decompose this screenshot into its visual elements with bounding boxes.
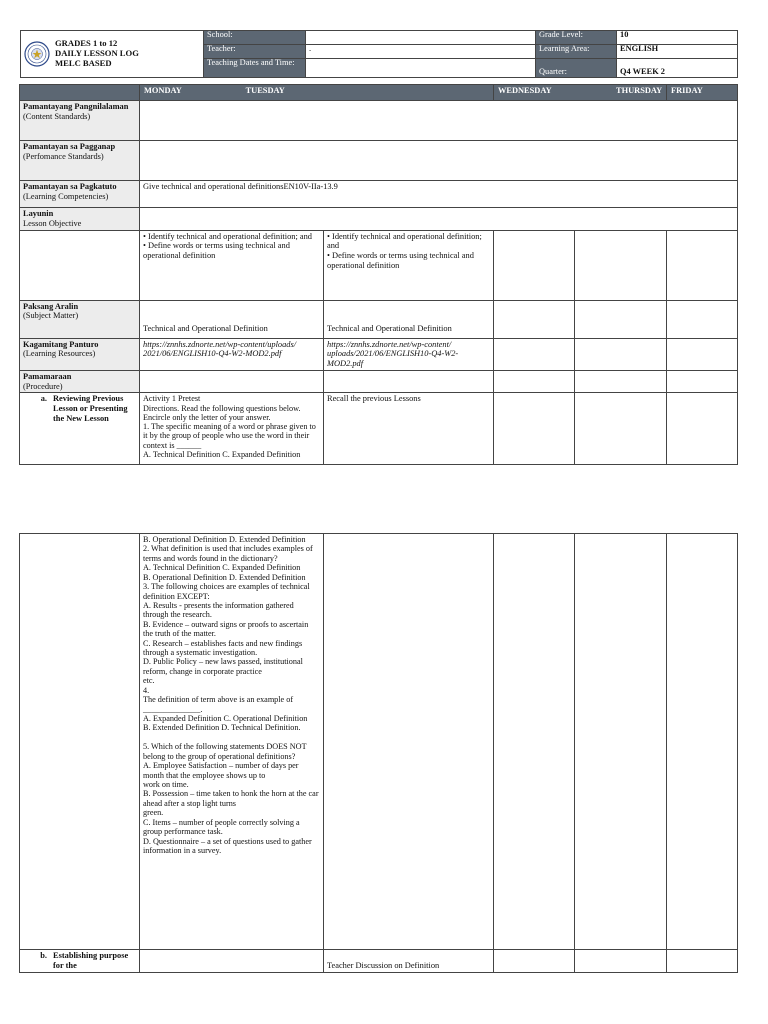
row-reviewing: [20, 393, 738, 465]
brand-line-dll: DAILY LESSON LOG: [55, 48, 139, 59]
reviewing-letter: a.: [40, 394, 47, 404]
procedure-c3: [324, 370, 494, 393]
content-standards-label: [20, 101, 140, 141]
procedure-title: Pamamaraan: [23, 371, 72, 381]
establishing-purpose-label: [20, 950, 140, 973]
objectives-friday: [667, 230, 738, 300]
performance-standards-sub: (Perfomance Standards): [23, 151, 104, 161]
learning-resources-label: [20, 338, 140, 370]
performance-standards-title: Pamantayan sa Pagganap: [23, 142, 116, 151]
quarter-value: Q4 WEEK 2: [617, 59, 738, 78]
row-procedure: [20, 370, 738, 393]
row-subject-matter: [20, 300, 738, 338]
procedure-sub: (Procedure): [23, 381, 63, 391]
day-header-fri: [667, 85, 738, 101]
subject-matter-label: [20, 300, 140, 338]
learning-resources-title: Kagamitang Panturo: [23, 339, 99, 349]
establishing-purpose-c4: [494, 950, 575, 973]
teaching-dates-value: [306, 59, 536, 78]
performance-standards-cell: [140, 141, 738, 181]
header-table: [20, 30, 738, 78]
establishing-purpose-letter: b.: [40, 951, 47, 960]
day-header-row: [20, 85, 738, 101]
deped-seal-icon: [24, 41, 50, 67]
learning-area-value: ENGLISH: [617, 45, 738, 59]
lesson-log-table-page-2: [19, 533, 738, 973]
subject-matter-title: Paksang Aralin: [23, 301, 79, 311]
procedure-label: [20, 370, 140, 393]
learning-resources-wednesday-link[interactable]: https://znnhs.zdnorte.net/wp-content/ uploads/2021/06/ENGLISH10-Q4-W2-MOD2.pdf: [324, 338, 494, 370]
objectives-thursday-2: [575, 230, 667, 300]
pretest-continued-c6: [667, 534, 738, 950]
grade-level-value: 10: [617, 31, 738, 45]
row-establishing-purpose: [20, 950, 738, 973]
learning-competencies-text: Give technical and operational definitionsEN10V-IIa-13.9: [140, 181, 738, 208]
subject-matter-monday: Technical and Operational Definition: [140, 300, 324, 338]
row-content-standards: [20, 101, 738, 141]
teacher-label: Teacher:: [204, 45, 306, 59]
subject-matter-c5: [575, 300, 667, 338]
performance-standards-label: [20, 141, 140, 181]
establishing-purpose-wednesday: Teacher Discussion on Definition: [324, 950, 494, 973]
objectives-wednesday: • Identify technical and operational definition; and • Define words or terms using technical and operational definition: [324, 230, 494, 300]
lesson-objective-sub: Lesson Objective: [23, 218, 82, 228]
procedure-c5: [575, 370, 667, 393]
reviewing-c5: [575, 393, 667, 465]
day-header-mon-tue: [140, 85, 494, 101]
row-objectives-detail: [20, 230, 738, 300]
lesson-objective-label: [20, 208, 140, 231]
lesson-log-table: [19, 84, 738, 465]
objectives-thursday: [494, 230, 575, 300]
establishing-purpose-monday: [140, 950, 324, 973]
brand-line-melc: MELC BASED: [55, 57, 112, 68]
subject-matter-c6: [667, 300, 738, 338]
procedure-c6: [667, 370, 738, 393]
row-lesson-objective: [20, 208, 738, 231]
row-learning-resources: [20, 338, 738, 370]
reviewing-wednesday: Recall the previous Lessons: [324, 393, 494, 465]
objectives-monday: • Identify technical and operational definition; and • Define words or terms using technical and operational definition: [140, 230, 324, 300]
establishing-purpose-c5: [575, 950, 667, 973]
row-performance-standards: [20, 141, 738, 181]
reviewing-c6: [667, 393, 738, 465]
reviewing-label: [20, 393, 140, 465]
content-standards-cell: [140, 101, 738, 141]
day-header-blank: [20, 85, 140, 101]
row-pretest-continued: [20, 534, 738, 950]
learning-area-label: Learning Area:: [536, 45, 617, 59]
teacher-value: .: [306, 45, 536, 59]
learning-resources-c5: [575, 338, 667, 370]
establishing-purpose-title: Establishing purpose for the: [53, 951, 129, 970]
pretest-continued-text: B. Operational Definition D. Extended Definition 2. What definition is used that includes examples of terms and words found in the dictionary? A. Technical Definition C. Expanded Definition B. Operational Definition D. Extended Definition 3. The following choices are examples of technical definition EXCEPT: A. Results - presents the information gathered through the research. B. Evidence – outward signs or proofs to ascertain the truth of the matter. C. Research – establishes facts and new findings through a systematic investigation. D. Public Policy – new laws passed, institutional reform, change in corporate practice etc. 4. The definition of term above is an example of ______________. A. Expanded Definition C. Operational Definition B. Extended Definition D. Technical Definition. 5. Which of the following statements DOES NOT belong to the group of operational definitions? A. Employee Satisfaction – number of days per month that the employee shows up to work on time. B. Possession – time taken to honk the horn at the car ahead after a stop light turns green. C. Items – number of people correctly solving a group performance task. D. Questionnaire – a set of questions used to gather information in a survey.: [140, 534, 324, 950]
content-standards-sub: (Content Standards): [23, 111, 91, 121]
teaching-dates-label: Teaching Dates and Time:: [204, 59, 306, 78]
day-monday: MONDAY: [144, 86, 182, 95]
brand-line-grades: GRADES 1 to 12: [55, 38, 118, 49]
learning-resources-c4: [494, 338, 575, 370]
establishing-purpose-c6: [667, 950, 738, 973]
pretest-continued-c4: [494, 534, 575, 950]
learning-resources-sub: (Learning Resources): [23, 349, 96, 359]
objectives-detail-label: [20, 230, 140, 300]
pretest-continued-c5: [575, 534, 667, 950]
reviewing-title: Reviewing Previous Lesson or Presenting the New Lesson: [53, 394, 128, 423]
subject-matter-sub: (Subject Matter): [23, 311, 79, 321]
school-label: School:: [204, 31, 306, 45]
learning-resources-c6: [667, 338, 738, 370]
reviewing-c4: [494, 393, 575, 465]
procedure-c2: [140, 370, 324, 393]
day-wednesday: WEDNESDAY: [498, 86, 552, 95]
learning-competencies-label: [20, 181, 140, 208]
pretest-continued-label: [20, 534, 140, 950]
header-brand-cell: [21, 31, 204, 78]
grade-level-label: Grade Level:: [536, 31, 617, 45]
row-learning-competencies: [20, 181, 738, 208]
lesson-objective-title: Layunin: [23, 209, 54, 218]
subject-matter-c4: [494, 300, 575, 338]
day-header-wed-thu: [494, 85, 667, 101]
learning-resources-monday-link[interactable]: https://znnhs.zdnorte.net/wp-content/uploads/ 2021/06/ENGLISH10-Q4-W2-MOD2.pdf: [140, 338, 324, 370]
day-tuesday: TUESDAY: [245, 86, 285, 95]
content-standards-title: Pamantayang Pangnilalaman: [23, 102, 129, 111]
quarter-label: Quarter:: [536, 59, 617, 78]
reviewing-monday: Activity 1 Pretest Directions. Read the following questions below. Encircle only the letter of your answer. 1. The specific meaning of a word or phrase given to it by the group of people who use the word in their context is ______ A. Technical Definition C. Expanded Definition: [140, 393, 324, 465]
learning-competencies-sub: (Learning Competencies): [23, 191, 109, 201]
day-thursday: THURSDAY: [616, 86, 663, 95]
lesson-objective-cell: [140, 208, 738, 231]
learning-competencies-title: Pamantayan sa Pagkatuto: [23, 182, 117, 191]
subject-matter-wednesday: Technical and Operational Definition: [324, 300, 494, 338]
procedure-c4: [494, 370, 575, 393]
day-friday: FRIDAY: [671, 86, 703, 95]
pretest-continued-c3: [324, 534, 494, 950]
school-value: [306, 31, 536, 45]
